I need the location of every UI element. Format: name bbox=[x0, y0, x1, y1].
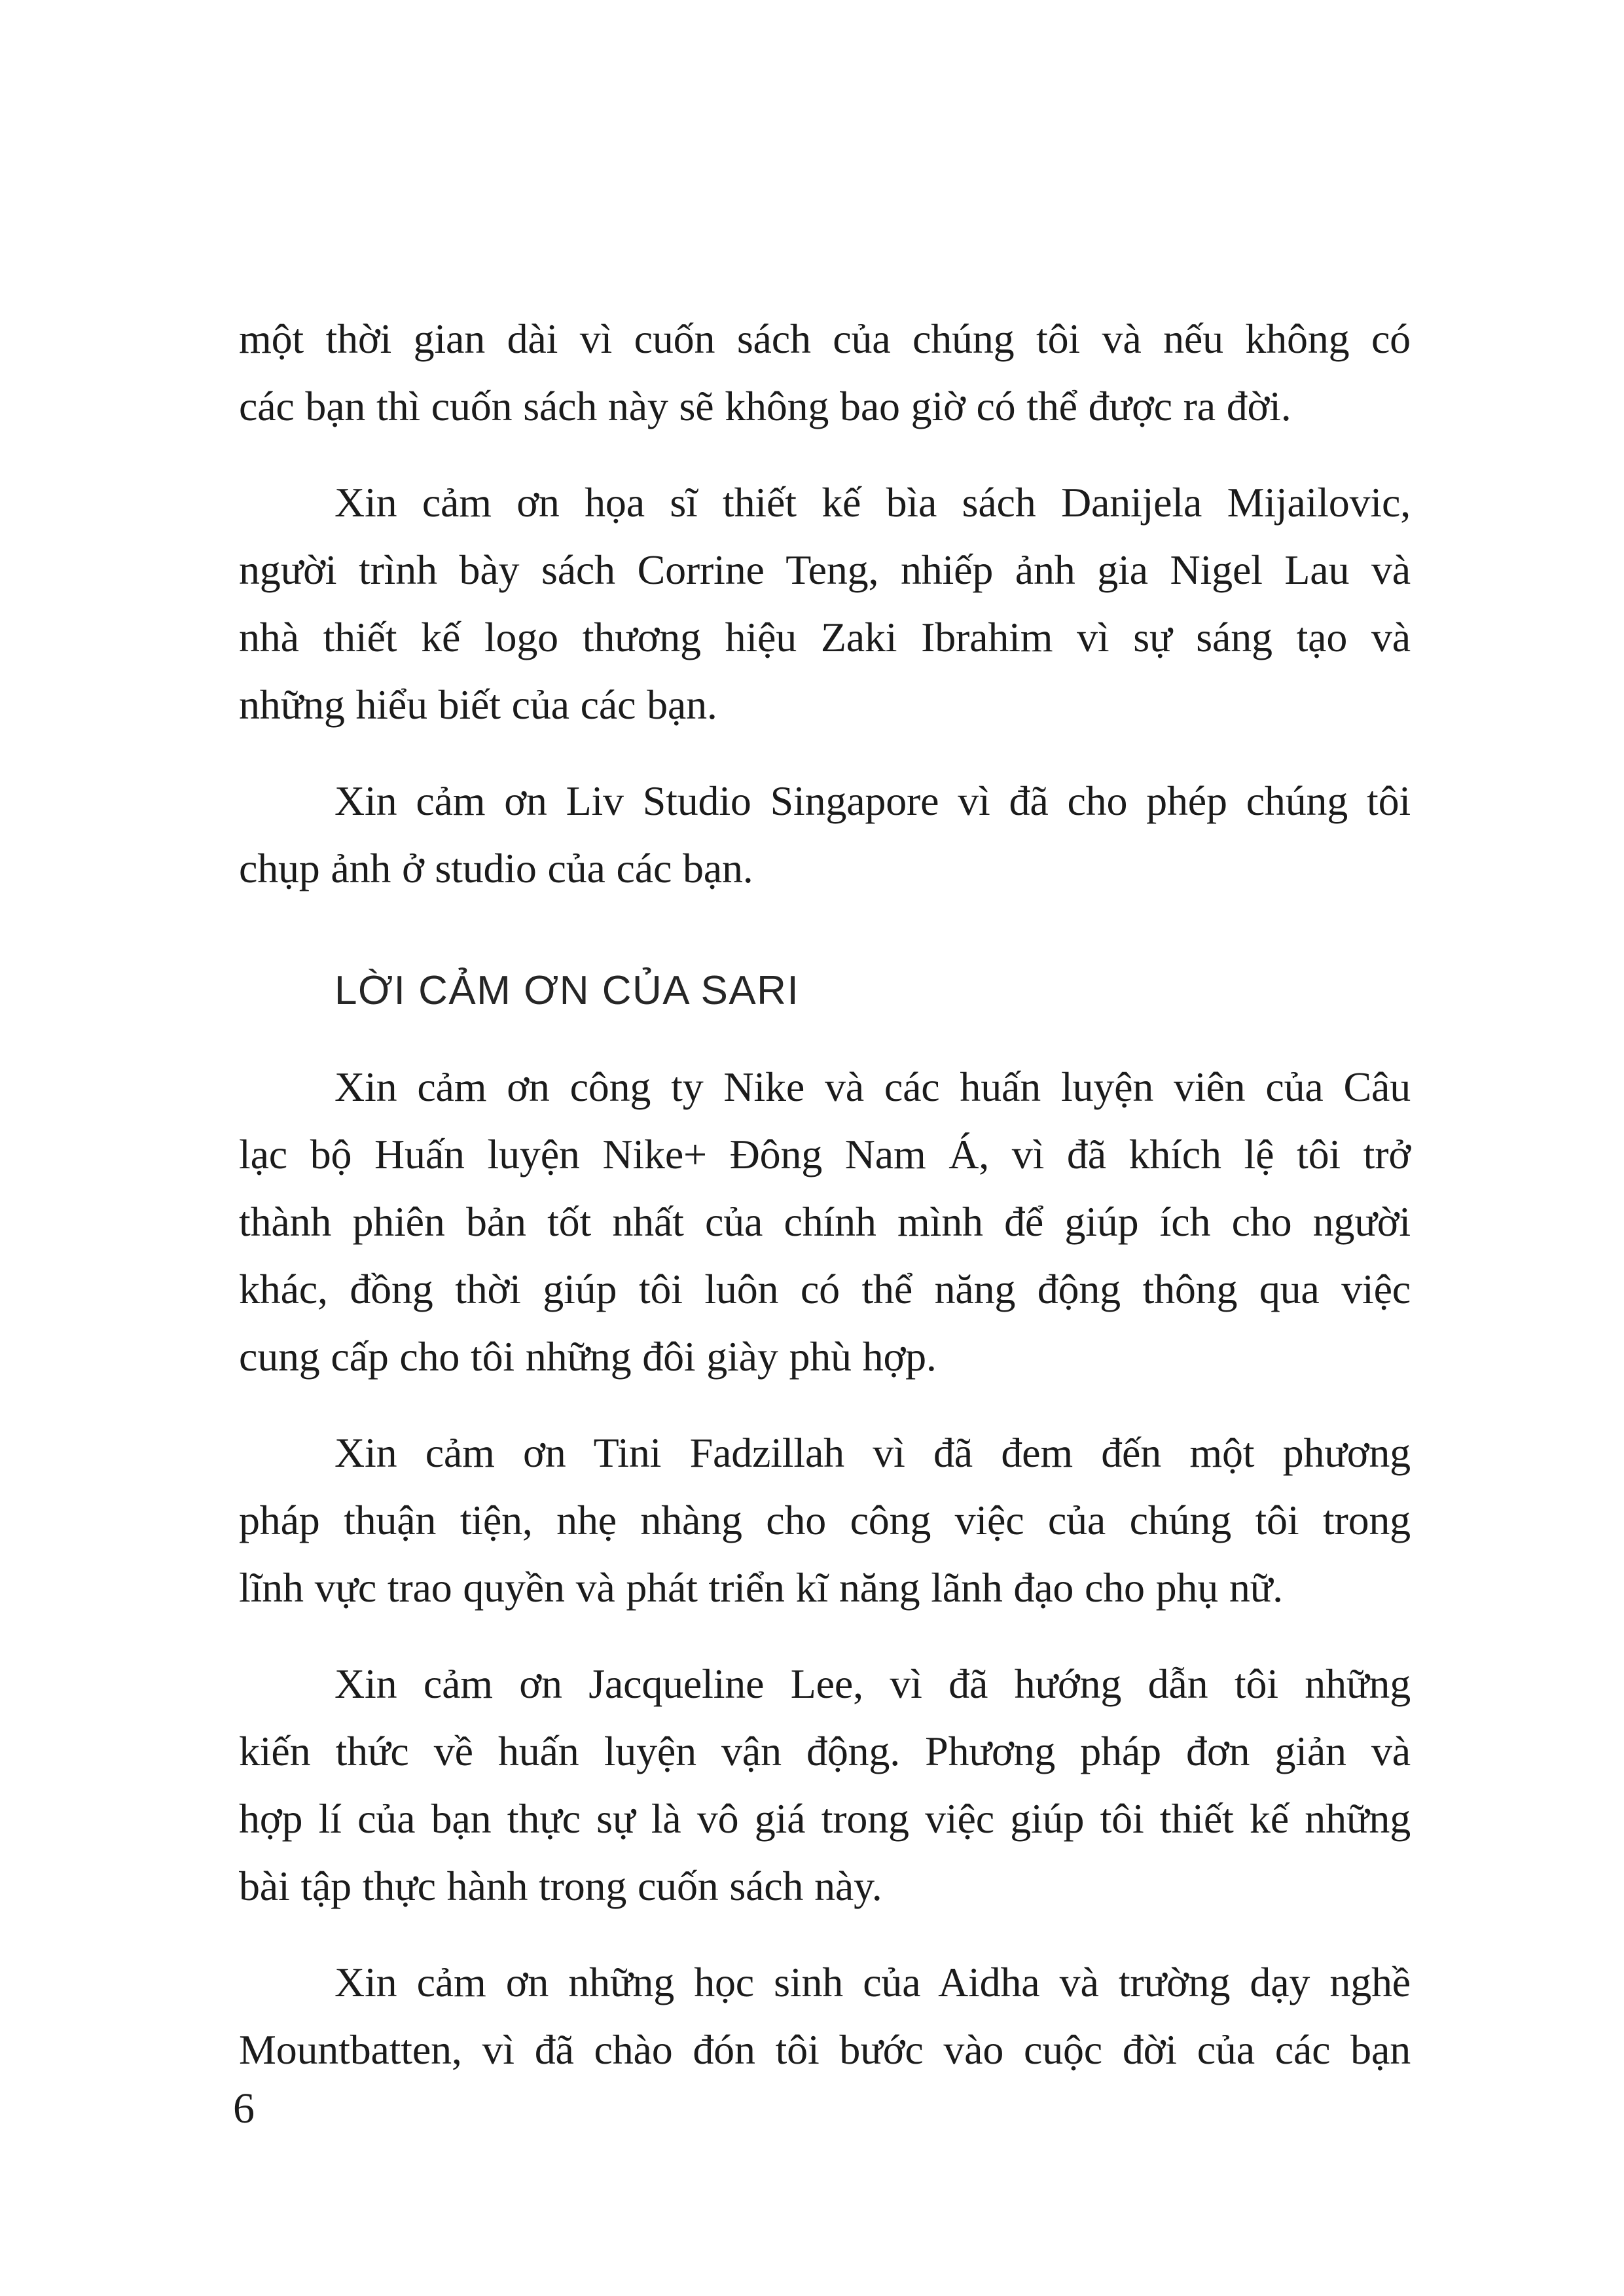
paragraph-line: bài tập thực hành trong cuốn sách này. bbox=[239, 1863, 882, 1909]
paragraph-line: người trình bày sách Corrine Teng, nhiếp ảnh gia Nigel Lau và bbox=[239, 547, 1411, 593]
paragraph-line: kiến thức về huấn luyện vận động. Phương pháp đơn giản và bbox=[239, 1728, 1411, 1774]
paragraph-line: nhà thiết kế logo thương hiệu Zaki Ibrahim vì sự sáng tạo và bbox=[239, 614, 1411, 660]
paragraph bbox=[239, 1948, 1411, 2083]
paragraph bbox=[239, 1419, 1411, 1621]
paragraph-line: Xin cảm ơn những học sinh của Aidha và trường dạy nghề bbox=[334, 1959, 1411, 2005]
paragraph-line: Xin cảm ơn Tini Fadzillah vì đã đem đến một phương bbox=[334, 1429, 1411, 1476]
paragraph bbox=[239, 305, 1411, 440]
paragraph-line: thành phiên bản tốt nhất của chính mình để giúp ích cho người bbox=[239, 1198, 1411, 1245]
paragraph-line: Xin cảm ơn Jacqueline Lee, vì đã hướng dẫn tôi những bbox=[334, 1660, 1411, 1707]
paragraph-line: một thời gian dài vì cuốn sách của chúng tôi và nếu không có bbox=[239, 315, 1411, 362]
paragraph bbox=[239, 469, 1411, 738]
paragraph bbox=[239, 1053, 1411, 1390]
paragraph-line: chụp ảnh ở studio của các bạn. bbox=[239, 845, 753, 891]
paragraph-line: các bạn thì cuốn sách này sẽ không bao giờ có thể được ra đời. bbox=[239, 383, 1291, 429]
page-number: 6 bbox=[233, 2085, 255, 2132]
paragraph-line: lạc bộ Huấn luyện Nike+ Đông Nam Á, vì đã khích lệ tôi trở bbox=[239, 1131, 1411, 1177]
acknowledgments-text bbox=[239, 305, 1411, 2083]
paragraph-line: cung cấp cho tôi những đôi giày phù hợp. bbox=[239, 1333, 937, 1380]
paragraph-line: hợp lí của bạn thực sự là vô giá trong việc giúp tôi thiết kế những bbox=[239, 1795, 1411, 1842]
paragraph-line: những hiểu biết của các bạn. bbox=[239, 681, 717, 728]
section-heading: LỜI CẢM ƠN CỦA SARI bbox=[334, 968, 800, 1013]
paragraph-line: Xin cảm ơn Liv Studio Singapore vì đã cho phép chúng tôi bbox=[334, 778, 1411, 824]
paragraph-line: Mountbatten, vì đã chào đón tôi bước vào cuộc đời của các bạn bbox=[239, 2026, 1411, 2073]
paragraph-line: Xin cảm ơn họa sĩ thiết kế bìa sách Danijela Mijailovic, bbox=[334, 479, 1411, 526]
paragraph bbox=[239, 1650, 1411, 1920]
paragraph-line: pháp thuận tiện, nhẹ nhàng cho công việc của chúng tôi trong bbox=[239, 1497, 1411, 1543]
paragraph-line: Xin cảm ơn công ty Nike và các huấn luyện viên của Câu bbox=[334, 1064, 1411, 1110]
paragraph bbox=[239, 767, 1411, 902]
paragraph-line: lĩnh vực trao quyền và phát triển kĩ năng lãnh đạo cho phụ nữ. bbox=[239, 1564, 1283, 1611]
paragraph-line: khác, đồng thời giúp tôi luôn có thể năng động thông qua việc bbox=[239, 1266, 1411, 1312]
